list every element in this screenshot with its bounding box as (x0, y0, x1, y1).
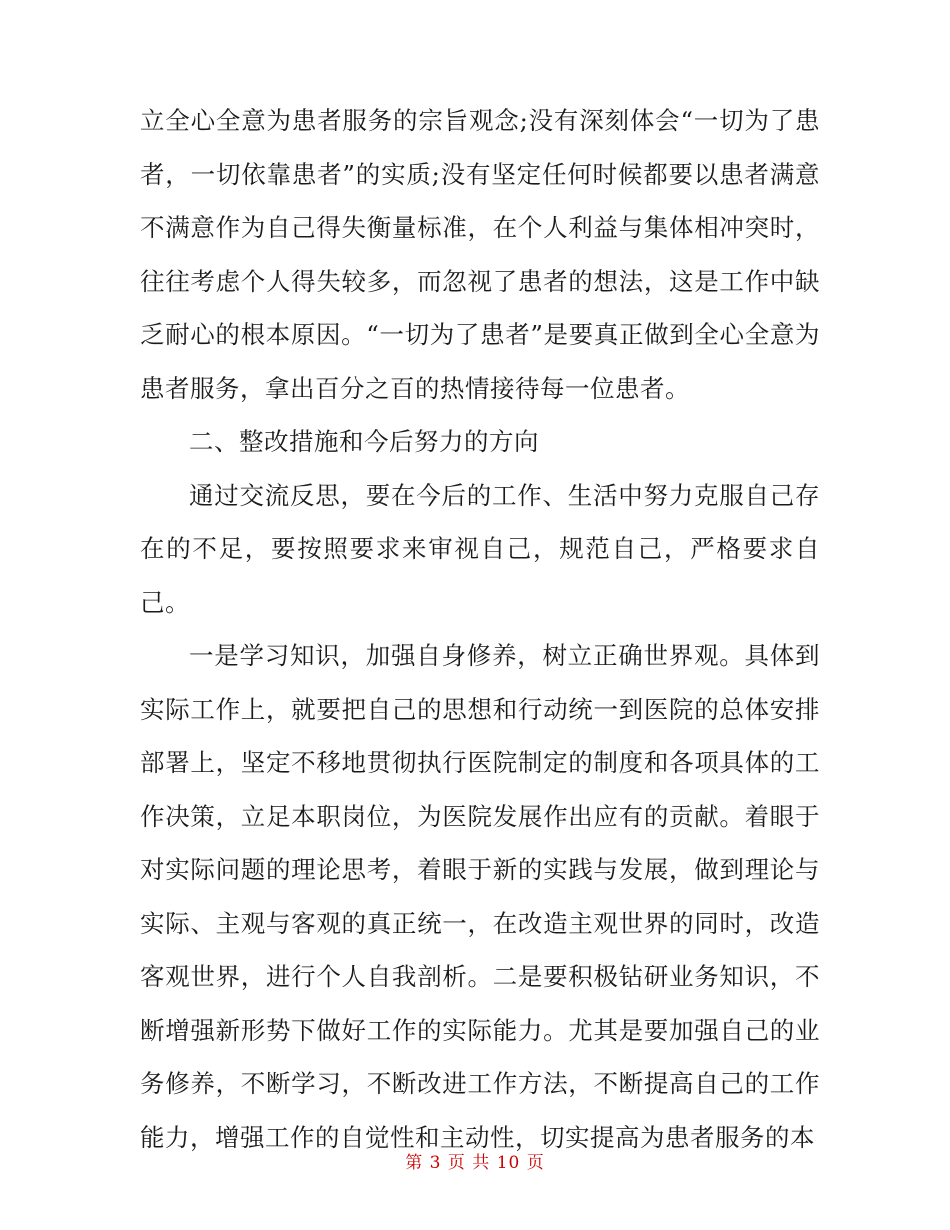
paragraph-measures: 一是学习知识，加强自身修养，树立正确世界观。具体到实际工作上，就要把自己的思想和行动统一到医院的总体安排部署上，坚定不移地贯彻执行医院制定的制度和各项具体的工作决策，立足本职岗位，为医院发展作出应有的贡献。着眼于对实际问题的理论思考，着眼于新的实践与发展，做到理论与实际、主观与客观的真正统一，在改造主观世界的同时，改造客观世界，进行个人自我剖析。二是要积极钻研业务知识，不断增强新形势下做好工作的实际能力。尤其是要加强自己的业务修养，不断学习，不断改进工作方法，不断提高自己的工作能力，增强工作的自觉性和主动性，切实提高为患者服务的本 (140, 641, 820, 1152)
document-body (140, 94, 820, 1164)
page-number-footer: 第 3 页 共 10 页 (405, 1153, 545, 1173)
paragraph-continuation: 立全心全意为患者服务的宗旨观念;没有深刻体会“一切为了患者，一切依靠患者”的实质;没有坚定任何时候都要以患者满意不满意作为自己得失衡量标准，在个人利益与集体相冲突时，往往考虑个人得失较多，而忽视了患者的想法，这是工作中缺乏耐心的根本原因。“一切为了患者”是要真正做到全心全意为患者服务，拿出百分之百的热情接待每一位患者。 (140, 106, 820, 403)
paragraph-reflection: 通过交流反思，要在今后的工作、生活中努力克服自己存在的不足，要按照要求来审视自己，规范自己，严格要求自己。 (140, 480, 820, 617)
section-heading: 二、整改措施和今后努力的方向 (189, 427, 539, 456)
